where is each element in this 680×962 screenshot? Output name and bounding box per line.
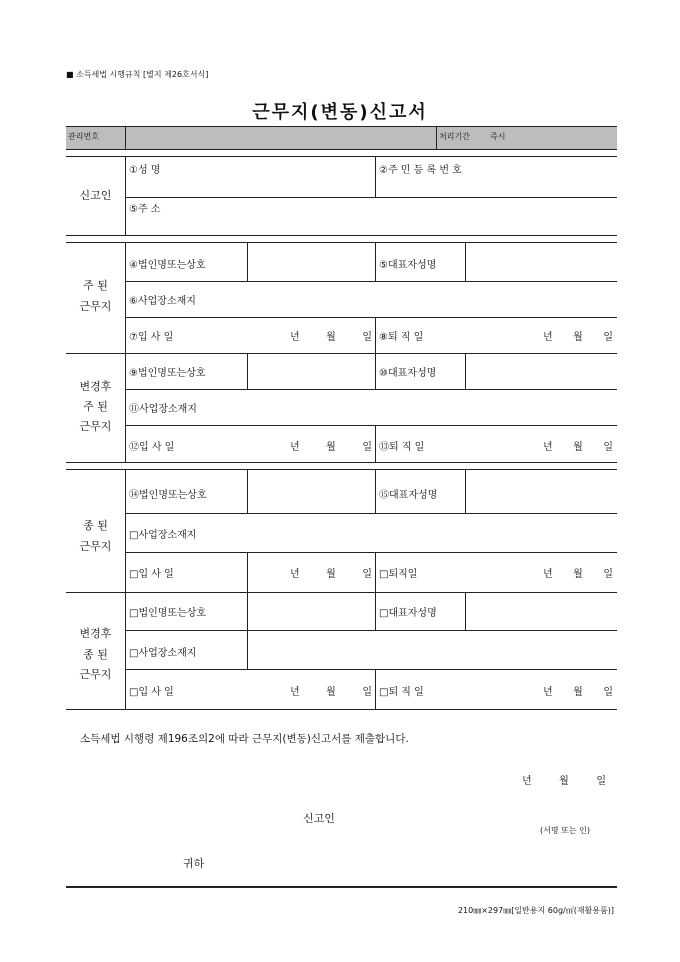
- changed-main-leave-date: 년 월 일: [543, 442, 613, 453]
- changed-sub-site-label: □사업장소재지: [129, 648, 197, 659]
- sub-leave-label: □퇴직일: [379, 569, 418, 580]
- changed-sub-label-3: 근무지: [79, 668, 112, 681]
- sub-corp-label: ⑭법인명또는상호: [129, 490, 207, 501]
- sub-work-label-2: 근무지: [79, 540, 112, 553]
- sub-rep-label: ⑮대표자성명: [379, 490, 438, 501]
- main-join-label: ⑦입 사 일: [129, 332, 174, 343]
- paper-spec: 210㎜×297㎜[일반용지 60g/㎡(재활용품)]: [457, 906, 614, 915]
- main-leave-date: 년 월 일: [543, 332, 613, 343]
- changed-sub-join-label: □입 사 일: [129, 687, 174, 698]
- main-work-label-1: 주 된: [83, 279, 108, 292]
- changed-sub-rep-label: □대표자성명: [379, 608, 437, 619]
- form-title: 근무지(변동)신고서: [252, 102, 428, 123]
- rrn-label: ②주 민 등 록 번 호: [379, 165, 462, 176]
- changed-main-label-2: 주 된: [83, 400, 108, 413]
- reporter-section-label: 신고인: [79, 189, 112, 202]
- admin-row: [66, 126, 617, 149]
- processing-value: 즉시: [490, 132, 506, 141]
- sign-note: (서명 또는 인): [540, 826, 590, 835]
- sub-join-label: □입 사 일: [129, 569, 174, 580]
- main-join-date: 년 월 일: [290, 332, 372, 343]
- changed-main-rep-label: ⑩대표자성명: [379, 368, 437, 379]
- changed-main-label-3: 근무지: [79, 420, 112, 433]
- changed-main-corp-label: ⑨법인명또는상호: [129, 368, 206, 379]
- processing-label: 처리기간: [439, 132, 470, 141]
- addressee: 귀하: [183, 857, 205, 870]
- changed-main-leave-label: ⑬퇴 직 일: [379, 442, 425, 453]
- changed-sub-label-1: 변경후: [79, 627, 112, 640]
- sub-join-date: 년 월 일: [290, 569, 372, 580]
- main-site-label: ⑥사업장소재지: [129, 296, 196, 307]
- changed-main-join-label: ⑫입 사 일: [129, 442, 175, 453]
- regulation-note: ■ 소득세법 시행규칙 [별지 제26호서식]: [66, 70, 209, 79]
- changed-main-label-1: 변경후: [79, 380, 112, 393]
- sub-work-label-1: 종 된: [83, 519, 108, 532]
- statement-text: 소득세법 시행령 제196조의2에 따라 근무지(변동)신고서를 제출합니다.: [80, 733, 409, 745]
- sub-site-label: □사업장소재지: [129, 530, 197, 541]
- address-label: ⑤주 소: [129, 204, 161, 215]
- main-work-label-2: 근무지: [79, 300, 112, 313]
- main-corp-label: ④법인명또는상호: [129, 260, 206, 271]
- main-leave-label: ⑧퇴 직 일: [379, 332, 424, 343]
- reporter-sign-label: 신고인: [303, 812, 335, 825]
- changed-main-site-label: ⑪사업장소재지: [129, 404, 197, 415]
- changed-sub-leave-date: 년 월 일: [543, 687, 613, 698]
- changed-sub-join-date: 년 월 일: [290, 687, 372, 698]
- changed-main-join-date: 년 월 일: [290, 442, 372, 453]
- sub-leave-date: 년 월 일: [543, 569, 613, 580]
- main-rep-label: ⑤대표자성명: [379, 260, 437, 271]
- changed-sub-corp-label: □법인명또는상호: [129, 608, 207, 619]
- changed-sub-label-2: 종 된: [83, 648, 108, 661]
- changed-sub-leave-label: □퇴 직 일: [379, 687, 424, 698]
- name-label: ①성 명: [129, 165, 161, 176]
- mgmt-no-label: 관리번호: [68, 132, 99, 141]
- submission-date: 년 월 일: [522, 776, 606, 787]
